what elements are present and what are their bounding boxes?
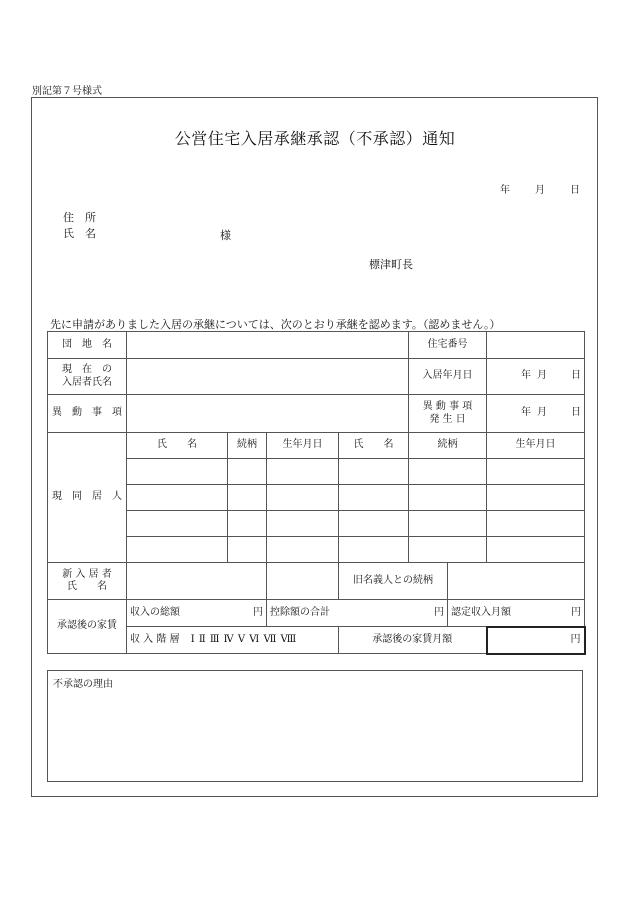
col-birth-2: 生年月日 bbox=[487, 433, 585, 459]
danchi-value[interactable] bbox=[127, 332, 409, 359]
change-label: 異 動 事 項 bbox=[48, 395, 127, 433]
old-relation-value[interactable] bbox=[448, 563, 585, 600]
deduction-label: 控除額の合計 bbox=[270, 606, 330, 618]
col-name-1: 氏 名 bbox=[127, 433, 228, 459]
certified-income-cell[interactable] bbox=[448, 600, 585, 627]
col-relation-1: 続柄 bbox=[228, 433, 267, 459]
yen-unit: 円 bbox=[434, 606, 444, 618]
deduction-cell[interactable] bbox=[267, 600, 448, 627]
approval-statement: 先に申請がありました入居の承継については、次のとおり承継を認めます。（認めません。） bbox=[50, 318, 501, 331]
row-current-resident bbox=[48, 359, 585, 395]
income-total-label: 収入の総額 bbox=[130, 606, 180, 618]
col-relation-2: 続柄 bbox=[409, 433, 487, 459]
cohabitants-header-row bbox=[48, 433, 585, 459]
col-birth-1: 生年月日 bbox=[267, 433, 339, 459]
yen-unit: 円 bbox=[571, 606, 581, 618]
row-rent-income bbox=[48, 600, 585, 627]
current-resident-label: 現 在 の 入居者氏名 bbox=[48, 359, 127, 395]
cohabitant-row bbox=[48, 537, 585, 563]
yen-unit: 円 bbox=[253, 606, 263, 618]
cohabitant-row bbox=[48, 485, 585, 511]
new-resident-name[interactable] bbox=[127, 563, 267, 600]
new-resident-label: 新 入 居 者 氏 名 bbox=[48, 563, 127, 600]
cohabitants-label: 現 同 居 人 bbox=[48, 433, 127, 563]
rent-monthly-label: 承認後の家賃月額 bbox=[339, 627, 487, 654]
income-class-options: Ⅰ Ⅱ Ⅲ Ⅳ Ⅴ Ⅵ Ⅶ Ⅷ bbox=[190, 633, 297, 645]
rent-monthly-value[interactable] bbox=[487, 627, 585, 654]
address-label: 住 所 bbox=[63, 211, 96, 224]
date-month: 月 bbox=[535, 185, 545, 196]
house-number-value[interactable] bbox=[487, 332, 585, 359]
row-new-resident bbox=[48, 563, 585, 600]
income-class-cell[interactable] bbox=[127, 627, 339, 654]
row-change bbox=[48, 395, 585, 433]
honorific-sama: 様 bbox=[220, 229, 231, 242]
name-row bbox=[63, 225, 103, 241]
new-resident-extra[interactable] bbox=[267, 563, 339, 600]
rejection-reason-box[interactable] bbox=[47, 670, 583, 782]
row-income-class bbox=[48, 627, 585, 654]
yen-unit: 円 bbox=[570, 633, 581, 645]
date-year: 年 bbox=[500, 185, 510, 196]
document-title: 公営住宅入居承継承認（不承認）通知 bbox=[174, 129, 456, 148]
change-date-label: 異 動 事 項 発 生 日 bbox=[409, 395, 487, 433]
succession-table bbox=[47, 331, 586, 655]
issuer-name: 標津町長 bbox=[369, 258, 413, 271]
change-date-value[interactable]: 年 月 日 bbox=[487, 395, 585, 433]
move-in-date-label: 入居年月日 bbox=[409, 359, 487, 395]
current-resident-value[interactable] bbox=[127, 359, 409, 395]
income-class-label: 収 入 階 層 bbox=[130, 633, 180, 645]
old-relation-label: 旧名義人との続柄 bbox=[339, 563, 448, 600]
house-number-label: 住宅番号 bbox=[409, 332, 487, 359]
col-name-2: 氏 名 bbox=[339, 433, 409, 459]
move-in-date-value[interactable]: 年 月 日 bbox=[487, 359, 585, 395]
name-label: 氏 名 bbox=[63, 227, 96, 240]
cohabitant-row bbox=[48, 511, 585, 537]
certified-income-label: 認定収入月額 bbox=[451, 606, 511, 618]
rejection-reason-label: 不承認の理由 bbox=[53, 679, 113, 690]
cohabitant-row bbox=[48, 459, 585, 485]
address-row bbox=[63, 209, 103, 225]
date-day: 日 bbox=[570, 185, 580, 196]
rent-label: 承認後の家賃 bbox=[48, 600, 127, 654]
danchi-label: 団 地 名 bbox=[48, 332, 127, 359]
change-value[interactable] bbox=[127, 395, 409, 433]
row-danchi bbox=[48, 332, 585, 359]
income-total-cell[interactable] bbox=[127, 600, 267, 627]
form-number: 別記第７号様式 bbox=[32, 86, 102, 97]
